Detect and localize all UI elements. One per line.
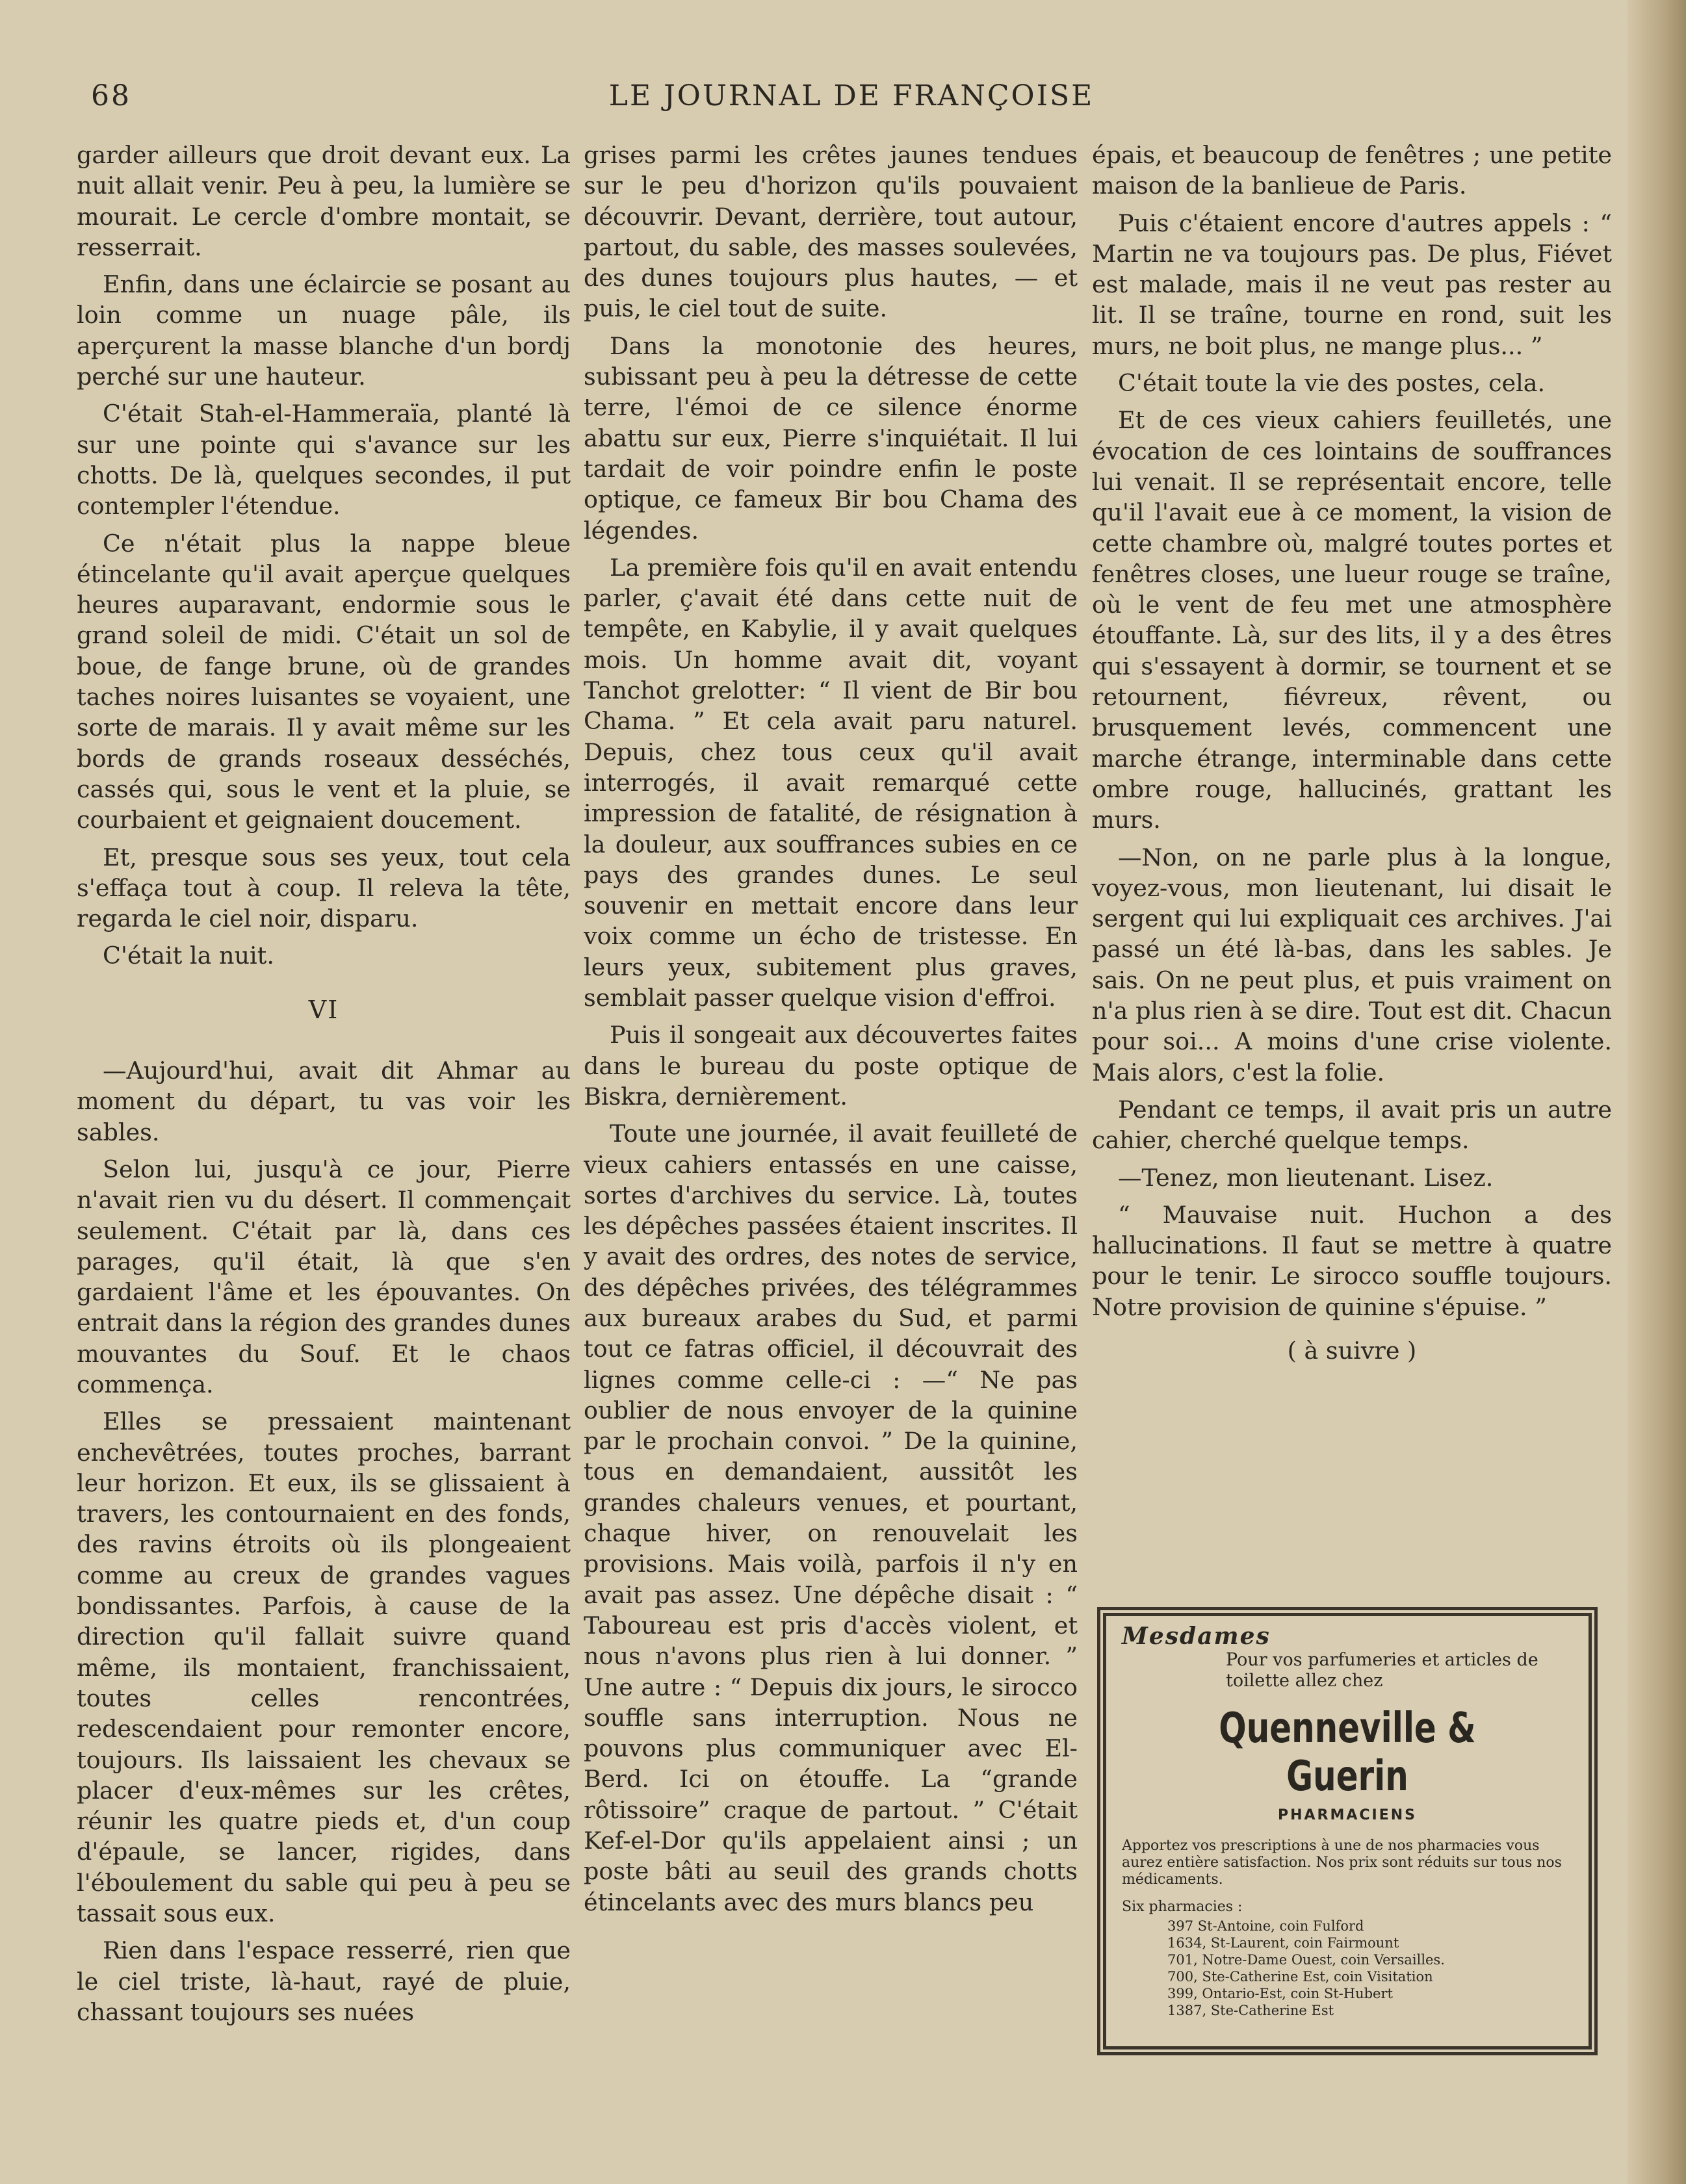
paragraph: —Aujourd'hui, avait dit Ahmar au moment du départ, tu vas voir les sables. — [77, 1057, 571, 1146]
paragraph: Et de ces vieux cahiers feuilletés, une évocation de ces lointains de souffrances lui venait. Il se représentait encore, telle qu'il l'avait eue à ce moment, la vision de cette chambre où, malgré toutes portes et fenêtres closes, une lueur rouge se traîne, où le vent de feu met une atmosphère étouffante. Là, sur des lits, il y a des êtres qui s'essayent à dormir, se tournent et se retournent, fiévreux, rêvent, ou brusquement levés, commencent une marche étrange, interminable dans cette ombre rouge, hallucinés, grattant les murs. — [1092, 406, 1612, 834]
paragraph: Puis c'étaient encore d'autres appels : “ Martin ne va toujours pas. De plus, Fiévet est malade, mais il ne veut pas rester au lit. Il se traîne, tourne en rond, suit les murs, ne boit plus, ne mange plus... ” — [1092, 209, 1612, 360]
paragraph: Et, presque sous ses yeux, tout cela s'effaça tout à coup. Il releva la tête, regarda le ciel noir, disparu. — [77, 843, 571, 933]
paragraph: Ce n'était plus la nappe bleue étincelante qu'il avait aperçue quelques heures auparavant, endormie sous le grand soleil de midi. C'était un sol de boue, de fange brune, où de grandes taches noires luisantes se voyaient, une sorte de marais. Il y avait même sur les bords de grands roseaux desséchés, cassés qui, sous le vent et la pluie, se courbaient et geignaient doucement. — [77, 529, 571, 834]
page-header — [91, 79, 1612, 118]
pharmacy-advertisement — [1097, 1607, 1598, 2055]
paragraph: Selon lui, jusqu'à ce jour, Pierre n'avait rien vu du désert. Il commençait seulement. C'était par là, dans ces parages, qu'il était, là que s'en gardaient l'âme et les épouvantes. On entrait dans la région des grandes dunes mouvantes du Souf. Et le chaos commença. — [77, 1155, 571, 1398]
paragraph: Enfin, dans une éclaircie se posant au loin comme un nuage pâle, ils aperçurent la masse blanche d'un bordj perché sur une hauteur. — [77, 270, 571, 391]
ad-location: 1634, St-Laurent, coin Fairmount — [1167, 1935, 1399, 1951]
paragraph: Pendant ce temps, il avait pris un autre cahier, cherché quelque temps. — [1092, 1095, 1612, 1155]
paragraph: Dans la monotonie des heures, subissant peu à peu la détresse de cette terre, l'émoi de ce silence énorme abattu sur eux, Pierre s'inquiétait. Il lui tardait de voir poindre enfin le poste optique, ce fameux Bir bou Chama des légendes. — [584, 331, 1078, 545]
paragraph: “ Mauvaise nuit. Huchon a des hallucinations. Il faut se mettre à quatre pour le tenir. Le sirocco souffle toujours. Notre provision de quinine s'épuise. ” — [1092, 1200, 1612, 1321]
paragraph: La première fois qu'il en avait entendu parler, ç'avait été dans cette nuit de tempête, en Kabylie, il y avait quelques mois. Un homme avait dit, voyant Tanchot grelotter: “ Il vient de Bir bou Chama. ” Et cela avait paru naturel. Depuis, chez tous ceux qu'il avait interrogés, il avait remarqué cette impression de fatalité, de résignation à la douleur, aux souffrances subies en ce pays des grandes dunes. Le seul souvenir en mettait encore dans leur voix comme un écho de tristesse. En leurs yeux, subitement plus graves, semblait passer quelque vision d'effroi. — [584, 553, 1078, 1012]
paragraph: Puis il songeait aux découvertes faites dans le bureau du poste optique de Biskra, dernièrement. — [584, 1021, 1078, 1111]
paragraph: épais, et beaucoup de fenêtres ; une petite maison de la banlieue de Paris. — [1092, 141, 1612, 200]
ad-location: 397 St-Antoine, coin Fulford — [1167, 1918, 1364, 1934]
ad-note: Apportez vos prescriptions à une de nos pharmacies vous aurez entière satisfaction. Nos prix sont réduits sur tous nos médicaments. — [1122, 1838, 1562, 1888]
ad-locations-label: Six pharmacies : — [1122, 1899, 1243, 1915]
column-2 — [584, 140, 1078, 1924]
column-1 — [77, 140, 571, 2034]
ad-intro: Pour vos parfumeries et articles de toilette allez chez — [1226, 1650, 1538, 1691]
ad-location: 399, Ontario-Est, coin St-Hubert — [1167, 1986, 1393, 2001]
paragraph: Rien dans l'espace resserré, rien que le ciel triste, là-haut, rayé de pluie, chassant toujours ses nuées — [77, 1936, 571, 2026]
to-be-continued: ( à suivre ) — [1287, 1336, 1417, 1365]
page-spine-shadow — [1628, 0, 1686, 2184]
page-number: 68 — [91, 79, 131, 112]
ad-location: 700, Ste-Catherine Est, coin Visitation — [1167, 1969, 1433, 1985]
ad-location-list — [1167, 1918, 1573, 2019]
paragraph: Elles se pressaient maintenant enchevêtrées, toutes proches, barrant leur horizon. Et eux, ils se glissaient à travers, les contournaient en des fonds, des ravins étroits où ils plongeaient comme au creux de grandes vagues bondissantes. Parfois, à cause de la direction qu'il fallait suivre quand même, ils montaient, franchissaient, toutes celles rencontrées, redescendaient pour remonter encore, toujours. Ils laissaient les chevaux se placer d'eux-mêmes sur les crêtes, réunir les quatre pieds et, d'un coup d'épaule, se lancer, rigides, dans l'éboulement du sable qui peu à peu se tassait sous eux. — [77, 1407, 571, 1928]
ad-role: PHARMACIENS — [1277, 1807, 1418, 1823]
paragraph: —Tenez, mon lieutenant. Lisez. — [1118, 1163, 1494, 1192]
paragraph: grises parmi les crêtes jaunes tendues sur le peu d'horizon qu'ils pouvaient découvrir. Devant, derrière, tout autour, partout, du sable, des masses soulevées, des dunes toujours plus hautes, — et puis, le ciel tout de suite. — [584, 141, 1078, 323]
paragraph: Toute une journée, il avait feuilleté de vieux cahiers entassés en une caisse, sortes d'archives du service. Là, toutes les dépêches passées étaient inscrites. Il y avait des ordres, des notes de service, des dépêches privées, des télégrammes aux bureaux arabes du Sud, et parmi tout ce fatras officiel, il découvrait des lignes comme celle-ci : —“ Ne pas oublier de nous envoyer de la quinine par le prochain convoi. ” De la quinine, tous en demandaient, aussitôt les grandes chaleurs venues, et pourtant, chaque hiver, on renouvelait les provisions. Mais voilà, parfois il n'y en avait pas assez. Une dépêche disait : “ Taboureau est pris d'accès violent, et nous n'avons plus rien à lui donner. ” Une autre : “ Depuis dix jours, le sirocco souffle sans interruption. Nous ne pouvons plus communiquer avec El-Berd. Ici on étouffe. La “grande rôtissoire” craque de partout. ” C'était Kef-el-Dor qu'ils appelaient ainsi ; un poste bâti au seuil des grands chotts étincelants avec des murs blancs peu — [584, 1120, 1078, 1916]
paragraph: garder ailleurs que droit devant eux. La nuit allait venir. Peu à peu, la lumière se mourait. Le cercle d'ombre montait, se resserrait. — [77, 141, 571, 261]
paragraph: C'était toute la vie des postes, cela. — [1118, 369, 1546, 398]
running-title: LE JOURNAL DE FRANÇOISE — [608, 79, 1095, 112]
column-3 — [1092, 140, 1612, 1366]
paragraph: C'était la nuit. — [103, 942, 274, 970]
ad-location: 701, Notre-Dame Ouest, coin Versailles. — [1167, 1952, 1445, 1968]
paragraph: —Non, on ne parle plus à la longue, voyez-vous, mon lieutenant, lui disait le sergent qui lui expliquait ces archives. J'ai passé un été là-bas, dans les sables. Je sais. On ne peut plus, et puis vraiment on n'a plus rien à se dire. Tout est dit. Chacun pour soi... A moins d'une crise violente. Mais alors, c'est la folie. — [1092, 843, 1612, 1086]
ad-brand-name: Quenneville & Guerin — [1219, 1704, 1476, 1801]
section-heading: VI — [308, 995, 339, 1024]
ad-location: 1387, Ste-Catherine Est — [1167, 2003, 1334, 2018]
ad-salutation: Mesdames — [1122, 1623, 1271, 1650]
paragraph: C'était Stah-el-Hammeraïa, planté là sur une pointe qui s'avance sur les chotts. De là, quelques secondes, il put contempler l'étendue. — [77, 400, 571, 520]
